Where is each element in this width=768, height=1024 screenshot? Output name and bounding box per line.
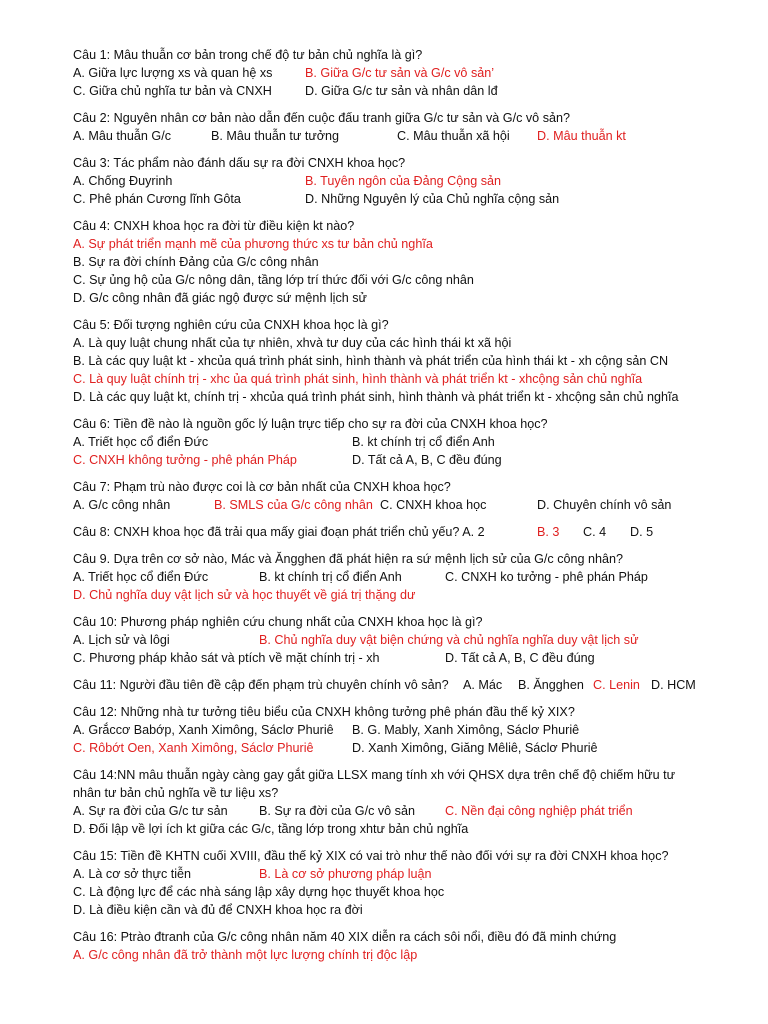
option-a: A. Giữa lực lượng xs và quan hệ xs	[73, 66, 273, 80]
option-b: B. Là các quy luật kt - xhcủa quá trình phát sinh, hình thành và phát triển của hình thái kt - xh cộng sản CN	[73, 354, 669, 368]
option-a: A. Là quy luật chung nhất của tự nhiên, xhvà tư duy của các hình thái kt xã hội	[73, 336, 512, 350]
question-12	[73, 703, 768, 757]
option-a-correct: A. G/c công nhân đã trở thành một lực lượng chính trị độc lập	[73, 948, 418, 962]
question-text: Câu 16: Ptrào đtranh của G/c công nhân năm 40 XIX diễn ra cách sôi nổi, điều đó đã minh chứng	[73, 930, 617, 944]
option-c-correct: C. Rôbớt Oen, Xanh Ximông, Sáclơ Phuriê	[73, 741, 314, 755]
option-c: C. Phê phán Cương lĩnh Gôta	[73, 192, 241, 206]
option-c-correct: C. Lenin	[593, 678, 640, 692]
question-text: Câu 6: Tiền đề nào là nguồn gốc lý luận trực tiếp cho sự ra đời của CNXH khoa học?	[73, 417, 548, 431]
option-b-correct: B. SMLS của G/c công nhân	[214, 498, 373, 512]
question-15	[73, 847, 768, 919]
option-d-correct: D. Mâu thuẫn kt	[537, 129, 626, 143]
question-text-line2: nhân tư bản chủ nghĩa về tư liệu xs?	[73, 786, 279, 800]
question-7	[73, 478, 768, 514]
option-d: D. Là các quy luật kt, chính trị - xhcủa quá trình phát sinh, hình thành và phát triển kt - xhcộng sản chủ nghĩa	[73, 390, 679, 404]
option-d-correct: D. Chủ nghĩa duy vật lịch sử và học thuyết về giá trị thặng dư	[73, 588, 416, 602]
question-text: Câu 3: Tác phẩm nào đánh dấu sự ra đời CNXH khoa học?	[73, 156, 406, 170]
question-8	[73, 523, 768, 541]
question-text: Câu 7: Phạm trù nào được coi là cơ bản nhất của CNXH khoa học?	[73, 480, 451, 494]
option-b-correct: B. Giữa G/c tư sản và G/c vô sản’	[305, 66, 495, 80]
question-text: Câu 1: Mâu thuẫn cơ bản trong chế độ tư bản chủ nghĩa là gì?	[73, 48, 423, 62]
option-b: B. Ăngghen	[518, 678, 584, 692]
option-b-correct: B. Chủ nghĩa duy vật biện chứng và chủ nghĩa nghĩa duy vật lịch sử	[259, 633, 639, 647]
option-d: D. G/c công nhân đã giác ngộ được sứ mệnh lịch sử	[73, 291, 367, 305]
option-a: A. Triết học cổ điển Đức	[73, 570, 209, 584]
option-b-correct: B. Là cơ sở phương pháp luận	[259, 867, 432, 881]
option-d: D. Tất cả A, B, C đều đúng	[352, 453, 502, 467]
option-d: D. Tất cả A, B, C đều đúng	[445, 651, 595, 665]
option-c: C. Giữa chủ nghĩa tư bản và CNXH	[73, 84, 272, 98]
option-d: D. HCM	[651, 678, 696, 692]
option-b: B. Sự ra đời chính Đảng của G/c công nhân	[73, 255, 319, 269]
option-a: A. Mâu thuẫn G/c	[73, 129, 172, 143]
question-10	[73, 613, 768, 667]
option-a: A. Chống Đuyrinh	[73, 174, 173, 188]
option-c: C. 4	[583, 525, 607, 539]
option-b-correct: B. Tuyên ngôn của Đảng Cộng sản	[305, 174, 502, 188]
question-3	[73, 154, 768, 208]
option-c-correct: C. Nền đại công nghiệp phát triển	[445, 804, 633, 818]
question-text: Câu 4: CNXH khoa học ra đời từ điều kiện kt nào?	[73, 219, 355, 233]
option-b: B. Sự ra đời của G/c vô sản	[259, 804, 415, 818]
option-a: A. Triết học cổ điển Đức	[73, 435, 209, 449]
option-a: A. Sự ra đời của G/c tư sản	[73, 804, 228, 818]
question-6	[73, 415, 768, 469]
option-c: C. Là động lực để các nhà sáng lập xây dựng học thuyết khoa học	[73, 885, 445, 899]
question-text: Câu 15: Tiền đề KHTN cuối XVIII, đầu thế kỷ XIX có vai trò như thế nào đối với sự ra đời CNXH khoa học?	[73, 849, 669, 863]
question-text: Câu 11: Người đầu tiên đề cập đến phạm trù chuyên chính vô sản?	[73, 678, 449, 692]
option-b: B. Mâu thuẫn tư tưởng	[211, 129, 340, 143]
option-d: D. Là điều kiện cần và đủ để CNXH khoa học ra đời	[73, 903, 363, 917]
option-a: A. Grắccơ Babớp, Xanh Ximông, Sáclơ Phuriê	[73, 723, 334, 737]
question-text: Câu 12: Những nhà tư tưởng tiêu biểu của CNXH không tưởng phê phán đầu thế kỷ XIX?	[73, 705, 575, 719]
option-c: C. Phương pháp khảo sát và ptích về mặt chính trị - xh	[73, 651, 380, 665]
option-c: C. Sự ủng hộ của G/c nông dân, tầng lớp trí thức đối với G/c công nhân	[73, 273, 474, 287]
option-d: D. Giữa G/c tư sản và nhân dân lđ	[305, 84, 498, 98]
option-c: C. Mâu thuẫn xã hội	[397, 129, 510, 143]
option-b: B. kt chính trị cổ điển Anh	[259, 570, 402, 584]
option-c: C. CNXH ko tưởng - phê phán Pháp	[445, 570, 648, 584]
question-2	[73, 109, 768, 145]
option-c-correct: C. CNXH không tưởng - phê phán Pháp	[73, 453, 297, 467]
option-d: D. Chuyên chính vô sản	[537, 498, 672, 512]
question-11	[73, 676, 768, 694]
option-a-correct: A. Sự phát triển mạnh mẽ của phương thức xs tư bản chủ nghĩa	[73, 237, 433, 251]
question-9	[73, 550, 768, 604]
question-5	[73, 316, 768, 406]
option-c: C. CNXH khoa học	[380, 498, 487, 512]
option-d: D. Những Nguyên lý của Chủ nghĩa cộng sản	[305, 192, 560, 206]
question-text: Câu 9. Dựa trên cơ sở nào, Mác và Ăngghen đã phát hiện ra sứ mệnh lịch sử của G/c công nhân?	[73, 552, 624, 566]
question-text: Câu 8: CNXH khoa học đã trải qua mấy giai đoạn phát triển chủ yếu? A. 2	[73, 525, 485, 539]
option-a: A. G/c công nhân	[73, 498, 171, 512]
question-16	[73, 928, 768, 964]
option-a: A. Lịch sử và lôgi	[73, 633, 170, 647]
option-d: D. Xanh Ximông, Giăng Mêliê, Sáclơ Phuriê	[352, 741, 598, 755]
option-a: A. Mác	[463, 678, 503, 692]
question-text: Câu 5: Đối tượng nghiên cứu của CNXH khoa học là gì?	[73, 318, 389, 332]
option-b: B. kt chính trị cổ điển Anh	[352, 435, 495, 449]
question-text: Câu 2: Nguyên nhân cơ bản nào dẫn đến cuộc đấu tranh giữa G/c tư sản và G/c vô sản?	[73, 111, 570, 125]
question-14	[73, 766, 768, 838]
question-1	[73, 46, 768, 100]
option-a: A. Là cơ sở thực tiễn	[73, 867, 192, 881]
option-d: D. 5	[630, 525, 654, 539]
option-c-correct: C. Là quy luật chính trị - xhc ủa quá trình phát sinh, hình thành và phát triển kt - xhcộng sản chủ nghĩa	[73, 372, 643, 386]
option-d: D. Đối lập về lợi ích kt giữa các G/c, tầng lớp trong xhtư bản chủ nghĩa	[73, 822, 469, 836]
question-text: Câu 10: Phương pháp nghiên cứu chung nhất của CNXH khoa học là gì?	[73, 615, 483, 629]
option-b-correct: B. 3	[537, 525, 560, 539]
question-text: Câu 14:NN mâu thuẫn ngày càng gay gắt giữa LLSX mang tính xh với QHSX dựa trên chế độ chiếm hữu tư	[73, 768, 676, 782]
option-b: B. G. Mably, Xanh Ximông, Sáclơ Phuriê	[352, 723, 580, 737]
question-4	[73, 217, 768, 307]
